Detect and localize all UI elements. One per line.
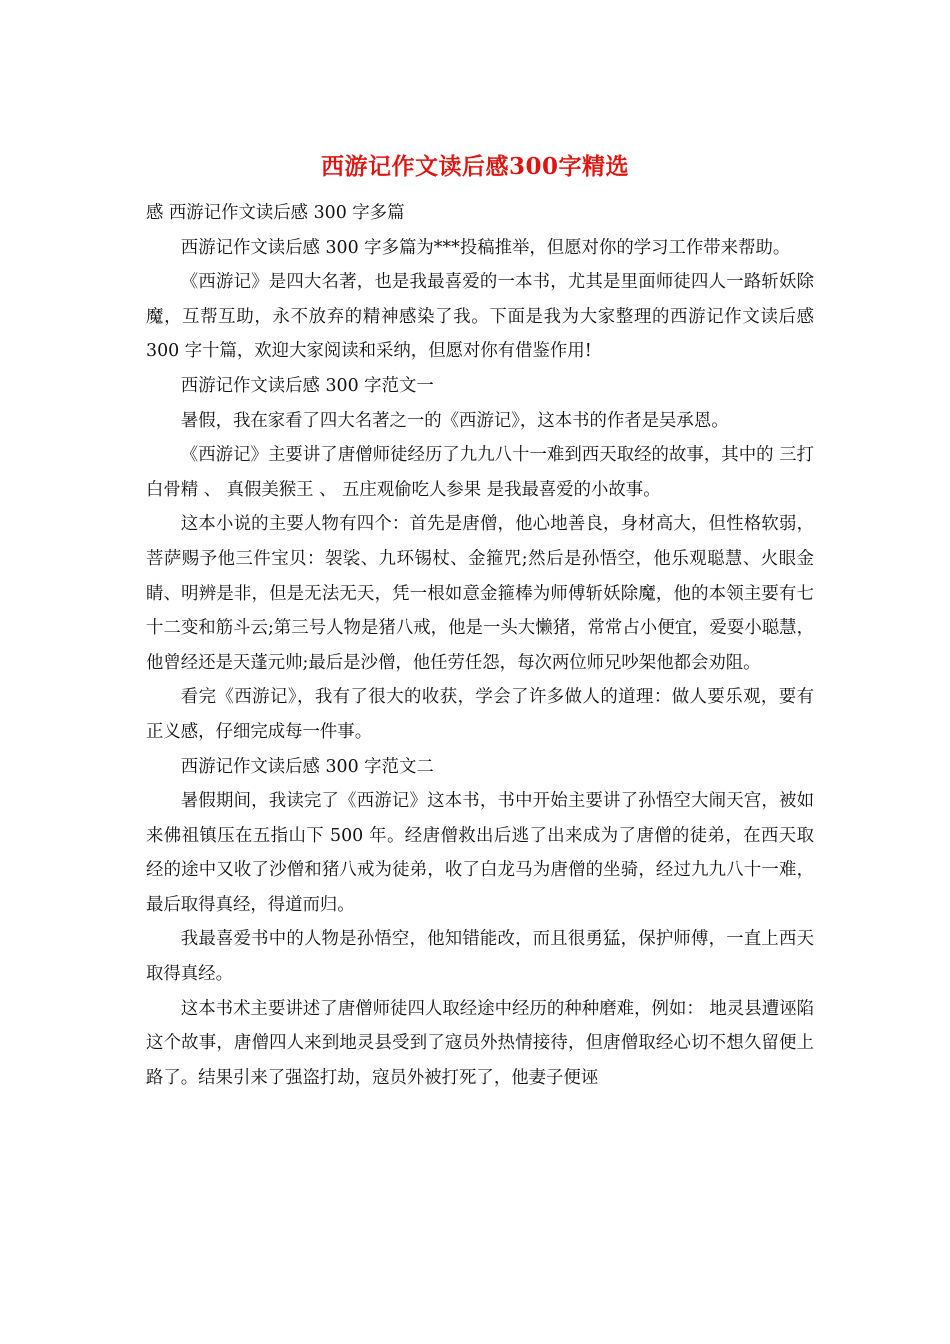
body-paragraph: 暑假期间，我读完了《西游记》这本书，书中开始主要讲了孙悟空大闹天宫，被如来佛祖镇压在五指山下 500 年。经唐僧救出后逃了出来成为了唐僧的徒弟，在西天取经的途中又收了沙僧和猪八戒为徒弟，收了白龙马为唐僧的坐骑，经过九九八十一难，最后取得真经，得道而归。 [146, 791, 814, 915]
intro-paragraph: 西游记作文读后感 300 字多篇为***投稿推举，但愿对你的学习工作带来帮助。 [180, 237, 791, 258]
document-title: 西游记作文读后感300字精选 [320, 153, 629, 180]
section-heading-1: 西游记作文读后感 300 字范文一 [180, 375, 434, 396]
body-paragraph: 我最喜爱书中的人物是孙悟空，他知错能改，而且很勇猛，保护师傅，一直上西天取得真经。 [146, 929, 814, 985]
section-heading-2: 西游记作文读后感 300 字范文二 [180, 756, 434, 777]
body-paragraph: 这本小说的主要人物有四个：首先是唐僧，他心地善良，身材高大，但性格软弱，菩萨赐予他三件宝贝：袈裟、九环锡杖、金箍咒;然后是孙悟空，他乐观聪慧、火眼金睛、明辨是非，但是无法无天，凭一根如意金箍棒为师傅斩妖除魔，他的本领主要有七十二变和筋斗云;第三号人物是猪八戒，他是一头大懒猪，常常占小便宜，爱耍小聪慧，他曾经还是天蓬元帅;最后是沙僧，他任劳任怨，每次两位师兄吵架他都会劝阻。 [146, 514, 814, 673]
body-paragraph: 暑假，我在家看了四大名著之一的《西游记》，这本书的作者是吴承恩。 [180, 410, 729, 431]
body-paragraph: 《西游记》主要讲了唐僧师徒经历了九九八十一难到西天取经的故事，其中的 三打白骨精 、 真假美猴王 、 五庄观偷吃人参果 是我最喜爱的小故事。 [146, 445, 814, 500]
body-paragraph: 看完《西游记》，我有了很大的收获，学会了许多做人的道理：做人要乐观，要有正义感，仔细完成每一件事。 [146, 687, 814, 742]
summary-paragraph: 《西游记》是四大名著，也是我最喜爱的一本书，尤其是里面师徒四人一路斩妖除魔，互帮互助，永不放弃的精神感染了我。下面是我为大家整理的西游记作文读后感 300 字十篇，欢迎大家阅读和采纳，但愿对你有借鉴作用! [146, 272, 814, 362]
body-paragraph: 这本书术主要讲述了唐僧师徒四人取经途中经历的种种磨难，例如： 地灵县遭诬陷 这个故事，唐僧四人来到地灵县受到了寇员外热情接待，但唐僧取经心切不想久留便上路了。结果引来了强盗打劫，寇员外被打死了，他妻子便诬 [146, 998, 814, 1088]
document-body [146, 196, 814, 1095]
subtitle-line: 感 西游记作文读后感 300 字多篇 [146, 203, 405, 223]
